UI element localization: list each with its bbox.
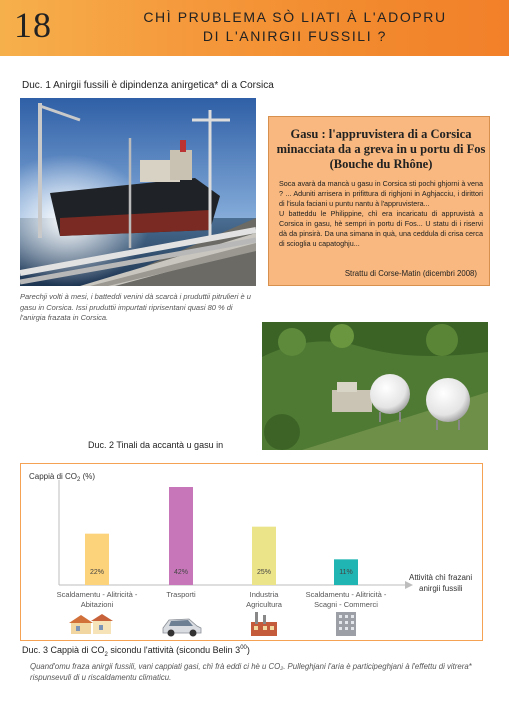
x-axis-label-line2: anirgii fussili [419, 584, 463, 593]
page-title-line2: DI L'ANIRGII FUSSILI ? [202, 28, 388, 44]
article-paragraph-1: Soca avarà da mancà u gasu in Corsica sti pochi ghjorni à vena ? ... Aduniti arrisera in prifittura di righjoni in Aghjacciu, i dirittori di l'isula faciani u puntu nantu à l'appruvistera... [279, 179, 483, 208]
x-axis-label-line1: Attività chì frazani [409, 573, 473, 582]
category-label: Scaldamentu - Alitricità - [56, 590, 138, 599]
category-label: Scagni - Commerci [314, 600, 378, 609]
doc2-caption: Duc. 2 Tinali da accantà u gasu in [88, 440, 224, 450]
doc3-description: Quand'omu fraza anirgii fussili, vani cappiati gasi, chì frà eddi ci hè u CO₂. Pulleghjani l'aria è participeghjani à l'effettu di vitrera* rispunsevuli di u riscaldamentu climaticu. [30, 662, 472, 682]
bar-value-label: 11% [339, 569, 353, 576]
page-number: 18 [14, 5, 52, 45]
co2-bar-chart-svg [21, 464, 482, 640]
bar [252, 527, 276, 585]
category-label: Agricultura [246, 600, 282, 609]
y-axis-label: Cappià di $CO_2$ (%) [29, 472, 96, 483]
bar-value-label: 22% [89, 569, 105, 576]
bar-value-label: 25% [256, 569, 272, 576]
page-title [90, 8, 500, 46]
page-header [0, 0, 509, 56]
category-label: Abitazioni [80, 600, 114, 609]
doc3-caption: Duc. 3 Cappià di $CO_2$ sicondu l'attività (sicondu Belin $3^{00}$) [22, 645, 250, 658]
article-source: Strattu di Corse-Matin (dicembri 2008) [344, 269, 477, 278]
office-building-icon [336, 612, 356, 636]
photo1-caption: Parechji volti à mesi, i batteddi venini dà scarcà i pruduttii pitrulieri è u gasu in Corsica. Issi pruduttii impurtati riprisentani quasi 80 % di l'anirgia frazata in Corsica. [20, 292, 251, 322]
bar-value-label: 42% [173, 569, 189, 576]
category-label: Trasporti [166, 590, 196, 599]
x-axis-arrow [405, 581, 413, 589]
doc1-caption: Duc. 1 Anirgii fussili è dipindenza anirgetica* di a Corsica [22, 80, 274, 91]
factory-icon [251, 612, 277, 636]
car-icon [163, 619, 201, 637]
category-label: Scaldamentu - Alitricità - [305, 590, 387, 599]
house-icon [69, 614, 113, 634]
category-label: Industria [249, 590, 279, 599]
article-title: Gasu : l'appruvistera di a Corsica minacciata da a greva in u portu di Fos (Bouche du Rhône) [276, 127, 486, 171]
article-box [268, 116, 490, 286]
article-paragraph-2: U batteddu le Philippine, chì era incaricatu di appruvistà a Corsica in gasu, hè sempri in portu di Fos... U statu di i riservi dà da pinsirà. Da una simana in quà, una ceddula di crisa cerca di scioglia u capatoghju... [279, 209, 483, 248]
article-body [279, 179, 483, 249]
tanker-ship-photo [20, 98, 256, 286]
page-title-line1: CHÌ PRUBLEMA SÒ LIATI À L'ADOPRU [143, 9, 447, 25]
co2-chart [20, 463, 483, 641]
gas-tanks-photo [262, 322, 488, 450]
bar [85, 534, 109, 585]
